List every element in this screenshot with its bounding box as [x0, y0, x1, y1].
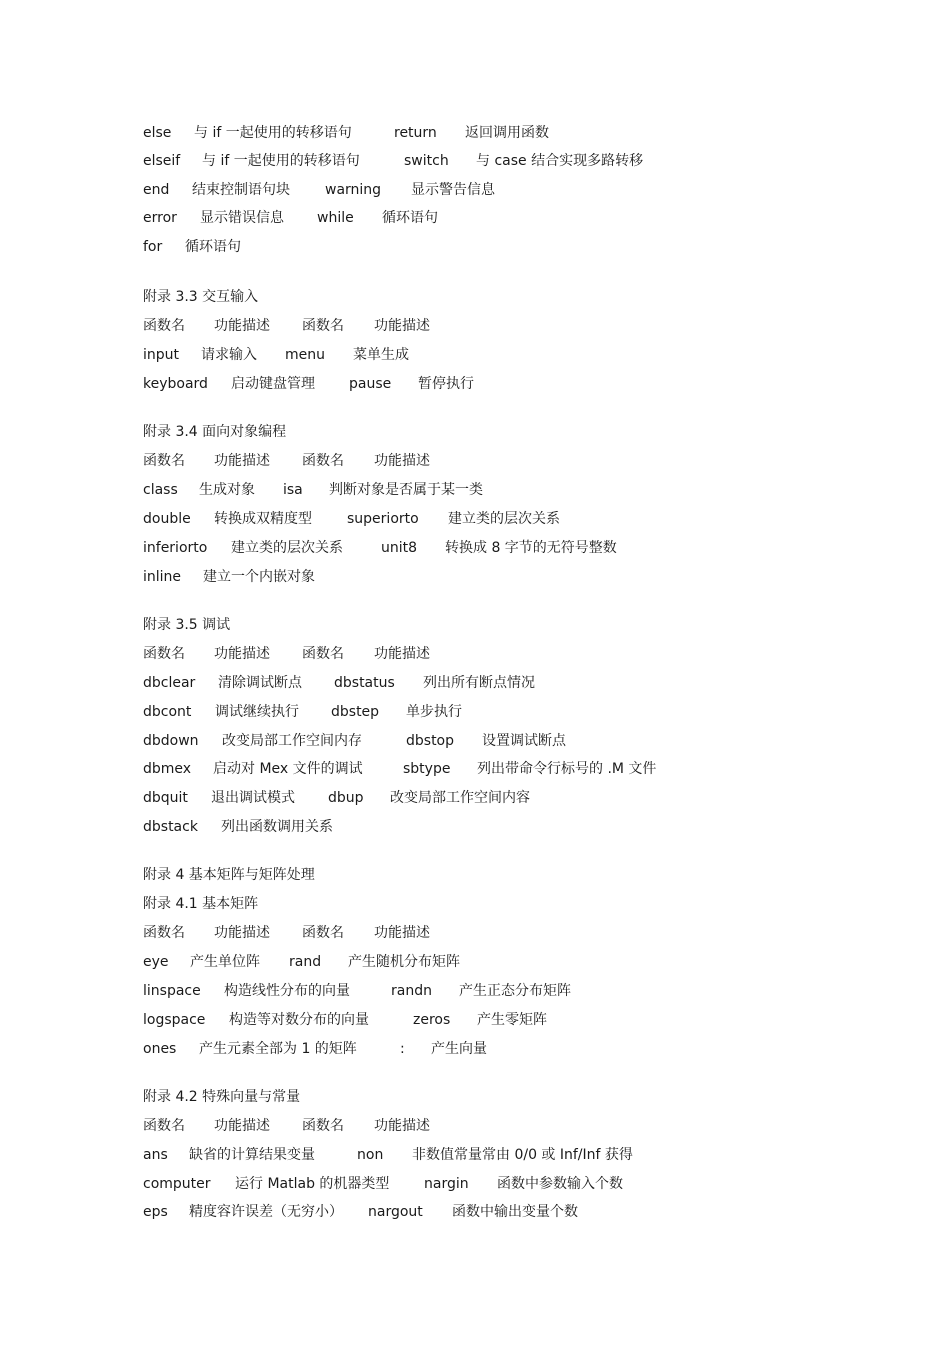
function-name: dbup: [328, 790, 364, 806]
function-desc: 显示警告信息: [411, 182, 495, 198]
function-name: eps: [143, 1204, 168, 1220]
function-desc: 建立一个内嵌对象: [203, 569, 315, 585]
function-desc: 与 case 结合实现多路转移: [476, 153, 644, 169]
function-desc: 与 if 一起使用的转移语句: [194, 125, 352, 141]
function-desc: 函数中输出变量个数: [452, 1204, 578, 1220]
table-row: [0, 344, 950, 366]
header-cell: 功能描述: [374, 1118, 430, 1134]
function-name: isa: [283, 482, 303, 498]
function-desc: 产生元素全部为 1 的矩阵: [199, 1041, 357, 1057]
table-row: [0, 373, 950, 395]
function-desc: 产生正态分布矩阵: [459, 983, 571, 999]
section-title: [0, 421, 950, 443]
function-desc: 判断对象是否属于某一类: [329, 482, 483, 498]
function-name: eye: [143, 954, 169, 970]
section-title: [0, 286, 950, 308]
table-row: [0, 1009, 950, 1031]
function-desc: 精度容许误差（无穷小）: [189, 1204, 343, 1220]
function-desc: 启动键盘管理: [231, 376, 315, 392]
function-desc: 产生零矩阵: [477, 1012, 547, 1028]
table-row: [0, 980, 950, 1002]
function-name: dbdown: [143, 733, 199, 749]
table-header: [0, 315, 950, 337]
function-name: else: [143, 125, 172, 141]
function-desc: 缺省的计算结果变量: [189, 1147, 315, 1163]
table-row: [0, 672, 950, 694]
function-desc: 产生随机分布矩阵: [348, 954, 460, 970]
table-row: [0, 566, 950, 588]
function-desc: 产生单位阵: [190, 954, 260, 970]
table-row: [0, 951, 950, 973]
table-row: [0, 1173, 950, 1195]
function-desc: 暂停执行: [418, 376, 474, 392]
table-row: [0, 508, 950, 530]
function-name: logspace: [143, 1012, 206, 1028]
function-name: menu: [285, 347, 325, 363]
function-desc: 建立类的层次关系: [231, 540, 343, 556]
table-row: [0, 479, 950, 501]
function-desc: 构造线性分布的向量: [224, 983, 350, 999]
function-desc: 单步执行: [406, 704, 462, 720]
function-desc: 转换成双精度型: [214, 511, 312, 527]
function-name: ones: [143, 1041, 177, 1057]
header-cell: 函数名: [302, 1118, 344, 1134]
function-name: end: [143, 182, 170, 198]
table-row: [0, 207, 950, 229]
table-row: [0, 179, 950, 201]
function-name: :: [400, 1041, 405, 1057]
function-name: inline: [143, 569, 182, 585]
header-cell: 功能描述: [214, 1118, 270, 1134]
function-name: dbmex: [143, 761, 192, 777]
function-desc: 建立类的层次关系: [448, 511, 560, 527]
function-name: nargin: [424, 1176, 469, 1192]
function-name: pause: [349, 376, 392, 392]
function-name: error: [143, 210, 177, 226]
function-name: while: [317, 210, 354, 226]
function-name: nargout: [368, 1204, 423, 1220]
section-title-text: 附录 4.2 特殊向量与常量: [143, 1089, 301, 1105]
table-row: [0, 236, 950, 258]
function-desc: 请求输入: [201, 347, 257, 363]
table-row: [0, 1038, 950, 1060]
function-desc: 改变局部工作空间内容: [390, 790, 530, 806]
function-desc: 与 if 一起使用的转移语句: [202, 153, 360, 169]
function-name: elseif: [143, 153, 181, 169]
function-desc: 列出所有断点情况: [423, 675, 535, 691]
function-desc: 函数中参数输入个数: [497, 1176, 623, 1192]
header-cell: 功能描述: [214, 318, 270, 334]
function-name: dbclear: [143, 675, 196, 691]
function-desc: 返回调用函数: [465, 125, 549, 141]
function-name: double: [143, 511, 191, 527]
header-cell: 函数名: [143, 646, 185, 662]
header-cell: 函数名: [302, 646, 344, 662]
function-name: keyboard: [143, 376, 208, 392]
header-cell: 功能描述: [214, 453, 270, 469]
function-desc: 菜单生成: [353, 347, 409, 363]
header-cell: 功能描述: [374, 318, 430, 334]
function-name: ans: [143, 1147, 168, 1163]
header-cell: 函数名: [302, 453, 344, 469]
function-name: sbtype: [403, 761, 451, 777]
function-desc: 生成对象: [199, 482, 255, 498]
function-name: randn: [391, 983, 432, 999]
header-cell: 函数名: [143, 1118, 185, 1134]
function-desc: 显示错误信息: [200, 210, 284, 226]
function-desc: 启动对 Mex 文件的调试: [213, 761, 363, 777]
function-name: dbstep: [331, 704, 380, 720]
function-desc: 循环语句: [185, 239, 241, 255]
table-row: [0, 1144, 950, 1166]
function-desc: 非数值常量常由 0/0 或 Inf/Inf 获得: [412, 1147, 633, 1163]
chapter-title: [0, 864, 950, 886]
function-name: non: [357, 1147, 384, 1163]
header-cell: 函数名: [302, 925, 344, 941]
section-title-text: 附录 3.3 交互输入: [143, 289, 259, 305]
table-row: [0, 150, 950, 172]
header-cell: 功能描述: [214, 925, 270, 941]
table-row: [0, 701, 950, 723]
function-name: inferiorto: [143, 540, 208, 556]
header-cell: 功能描述: [374, 453, 430, 469]
function-desc: 清除调试断点: [218, 675, 302, 691]
function-name: dbstop: [406, 733, 455, 749]
function-name: for: [143, 239, 163, 255]
table-header: [0, 1115, 950, 1137]
function-desc: 列出带命令行标号的 .M 文件: [477, 761, 657, 777]
function-name: zeros: [413, 1012, 451, 1028]
function-name: class: [143, 482, 178, 498]
header-cell: 函数名: [143, 318, 185, 334]
function-name: dbquit: [143, 790, 188, 806]
function-desc: 改变局部工作空间内存: [222, 733, 362, 749]
table-row: [0, 816, 950, 838]
function-desc: 退出调试模式: [211, 790, 295, 806]
function-desc: 结束控制语句块: [192, 182, 290, 198]
section-title: [0, 1086, 950, 1108]
section-title: [0, 614, 950, 636]
function-desc: 列出函数调用关系: [221, 819, 333, 835]
function-name: dbstack: [143, 819, 198, 835]
chapter-title-text: 附录 4 基本矩阵与矩阵处理: [143, 867, 315, 883]
function-name: switch: [404, 153, 449, 169]
header-cell: 功能描述: [214, 646, 270, 662]
function-name: unit8: [381, 540, 418, 556]
function-name: dbstatus: [334, 675, 395, 691]
header-cell: 函数名: [143, 453, 185, 469]
header-cell: 函数名: [302, 318, 344, 334]
table-row: [0, 537, 950, 559]
section-title-text: 附录 3.4 面向对象编程: [143, 424, 287, 440]
section-title: [0, 893, 950, 915]
table-row: [0, 787, 950, 809]
function-desc: 构造等对数分布的向量: [229, 1012, 369, 1028]
table-row: [0, 730, 950, 752]
table-row: [0, 1201, 950, 1223]
section-title-text: 附录 4.1 基本矩阵: [143, 896, 259, 912]
function-name: return: [394, 125, 437, 141]
function-name: input: [143, 347, 180, 363]
section-title-text: 附录 3.5 调试: [143, 617, 231, 633]
table-row: [0, 758, 950, 780]
header-cell: 功能描述: [374, 925, 430, 941]
function-name: warning: [325, 182, 382, 198]
table-row: [0, 122, 950, 144]
table-header: [0, 643, 950, 665]
function-desc: 设置调试断点: [482, 733, 566, 749]
function-name: computer: [143, 1176, 211, 1192]
function-desc: 转换成 8 字节的无符号整数: [445, 540, 617, 556]
function-name: linspace: [143, 983, 201, 999]
function-desc: 运行 Matlab 的机器类型: [235, 1176, 390, 1192]
table-header: [0, 450, 950, 472]
table-header: [0, 922, 950, 944]
function-name: superiorto: [347, 511, 419, 527]
function-name: dbcont: [143, 704, 192, 720]
header-cell: 功能描述: [374, 646, 430, 662]
function-desc: 调试继续执行: [215, 704, 299, 720]
function-desc: 循环语句: [382, 210, 438, 226]
function-name: rand: [289, 954, 322, 970]
header-cell: 函数名: [143, 925, 185, 941]
function-desc: 产生向量: [431, 1041, 487, 1057]
